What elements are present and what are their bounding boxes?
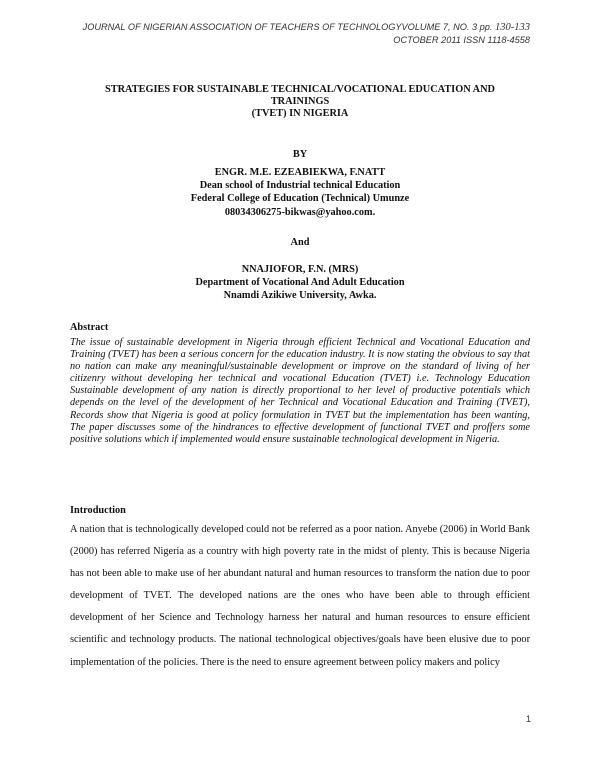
page-number: 1 <box>525 714 531 724</box>
abstract-text: The issue of sustainable development in Nigeria through efficient Technical and Vocational Education and Training (TVET) has been a serious concern for the education industry. It is now stating the obvious to say that no nation can make any meaningful/sustainable development or improve on the standard of living of her citizenry without developing her technical and vocational Education (TVET) i.e. Technology Education Sustainable development of any nation is directly proportional to her level of productive potentials which depends on the level of the development of her Technical and Vocational Education and Training (TVET), Records show that Nigeria is good at policy formulation in TVET but the implementation has been wanting, The paper discusses some of the hindrances to effective development of functional TVET and proffers some positive solutions which if implemented would ensure sustainable technological development in Nigeria. <box>70 337 530 445</box>
author-1-institution: Federal College of Education (Technical) Umunze <box>190 193 410 205</box>
abstract-heading: Abstract <box>70 322 109 333</box>
issue-info: OCTOBER 2011 ISSN 1118-4558 <box>393 35 530 45</box>
introduction-text: A nation that is technologically developed could not be referred as a poor nation. Anyebe (2006) in World Bank (2000) has referred Nigeria as a country with high poverty rate in the midst of plenty. This is because Nigeria has not been able to make use of her abundant natural and human resources to transform the nation due to poor development of TVET. The developed nations are the ones who have been able to through efficient development of her Science and Technology harness her natural and human resources to ensure efficient scientific and technology products. The national technological objectives/goals have been elusive due to poor implementation of the policies. There is the need to ensure agreement between policy makers and policy <box>70 524 530 668</box>
by-label: BY <box>292 149 308 160</box>
author-2-institution: Nnamdi Azikiwe University, Awka. <box>223 290 377 302</box>
author-2-block <box>70 263 530 303</box>
and-label: And <box>290 237 310 248</box>
title-line-3: (TVET) IN NIGERIA <box>251 108 349 119</box>
author-1-contact: 08034306275-bikwas@yahoo.com. <box>224 206 376 218</box>
title-line-1: STRATEGIES FOR SUSTAINABLE TECHNICAL/VOCATIONAL EDUCATION AND <box>105 84 495 95</box>
paper-title <box>70 84 530 120</box>
journal-name: JOURNAL OF NIGERIAN ASSOCIATION OF TEACHERS OF TECHNOLOGYVOLUME 7, NO. 3 pp. <box>82 22 493 32</box>
running-header <box>83 21 530 47</box>
author-1-role: Dean school of Industrial technical Education <box>199 180 401 192</box>
author-2-department: Department of Vocational And Adult Education <box>195 277 405 289</box>
introduction-heading: Introduction <box>70 505 126 516</box>
title-line-2: TRAININGS <box>270 96 330 107</box>
page-range: 130-133 <box>495 22 530 33</box>
author-2-name: NNAJIOFOR, F.N. (MRS) <box>241 264 359 275</box>
author-1-name: ENGR. M.E. EZEABIEKWA, F.NATT <box>214 167 386 178</box>
author-1-block <box>70 166 530 219</box>
